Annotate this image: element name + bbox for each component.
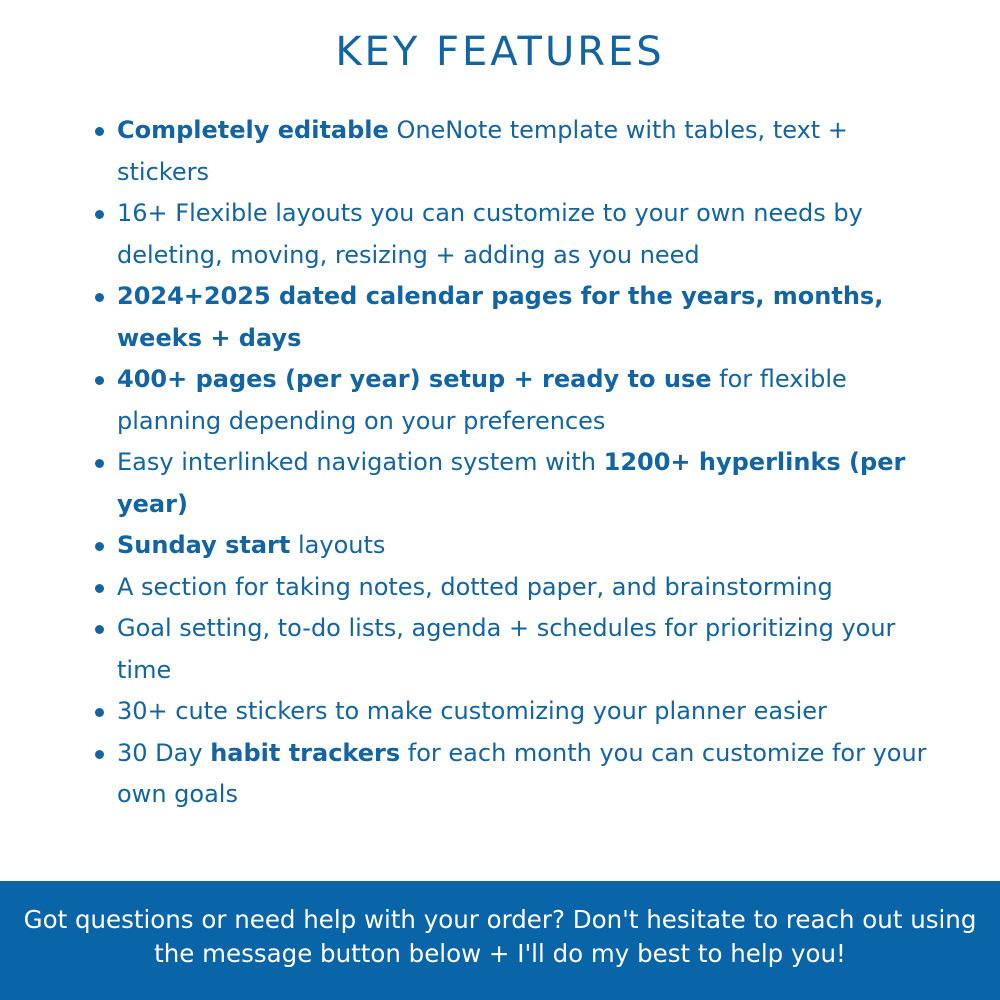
feature-text: Goal setting, to-do lists, agenda + schedules for prioritizing your time xyxy=(117,614,896,684)
feature-text: for each month you can customize for your own goals xyxy=(117,738,927,808)
feature-item xyxy=(95,691,935,733)
feature-text: for flexible planning depending on your preferences xyxy=(117,365,847,435)
feature-text-bold: 400+ pages (per year) setup + ready to use xyxy=(117,365,712,393)
feature-item xyxy=(95,525,935,567)
bullet-icon xyxy=(95,750,104,759)
feature-item xyxy=(95,359,935,442)
feature-text: Easy interlinked navigation system with xyxy=(117,448,604,476)
feature-text-bold: habit trackers xyxy=(210,738,401,767)
bullet-icon xyxy=(95,625,104,634)
feature-text: 30 Day xyxy=(117,738,211,767)
feature-text-bold: 2024+2025 dated calendar pages for the years, months, weeks + days xyxy=(117,282,884,352)
bullet-icon xyxy=(95,376,104,385)
feature-item xyxy=(95,276,935,359)
feature-item xyxy=(95,608,935,691)
bullet-icon xyxy=(95,210,104,219)
feature-text: layouts xyxy=(290,531,386,559)
feature-text-bold: 1200+ hyperlinks (per year) xyxy=(117,448,906,518)
feature-text: OneNote template with tables, text + stickers xyxy=(117,116,848,186)
feature-item xyxy=(95,110,935,193)
bullet-icon xyxy=(95,542,104,551)
feature-text: A section for taking notes, dotted paper, and brainstorming xyxy=(117,572,833,601)
feature-text: 30+ cute stickers to make customizing your planner easier xyxy=(117,697,827,725)
page-title: KEY FEATURES xyxy=(335,29,665,75)
footer-banner xyxy=(0,881,1000,1000)
bullet-icon xyxy=(95,708,104,717)
bullet-icon xyxy=(95,293,104,302)
bullet-icon xyxy=(95,459,104,468)
feature-text: 16+ Flexible layouts you can customize to your own needs by deleting, moving, resizing + adding as you need xyxy=(117,199,863,269)
feature-item xyxy=(95,733,935,816)
bullet-icon xyxy=(95,127,104,136)
feature-item xyxy=(95,193,935,276)
feature-item xyxy=(95,442,935,525)
footer-message: Got questions or need help with your order? Don't hesitate to reach out using the message button below + I'll do my best to help you! xyxy=(23,905,977,968)
feature-item xyxy=(95,567,935,609)
feature-text-bold: Completely editable xyxy=(117,116,389,144)
feature-text-bold: Sunday start xyxy=(117,531,291,559)
feature-list xyxy=(95,110,935,816)
bullet-icon xyxy=(95,584,104,593)
